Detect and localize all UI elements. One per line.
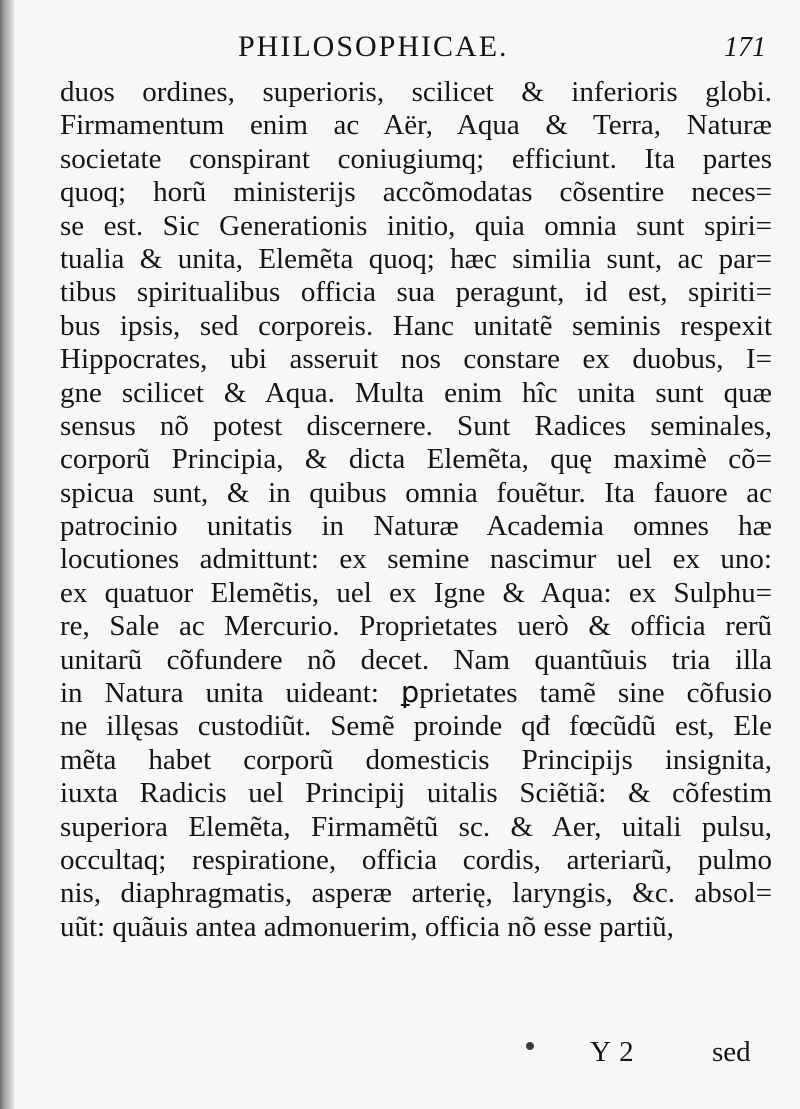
text-line: locutiones admittunt: ex semine nascimur uel ex uno: bbox=[60, 543, 772, 576]
text-line: patrocinio unitatis in Naturæ Academia omnes hæ bbox=[60, 510, 772, 543]
text-line: mẽta habet corporũ domesticis Principijs insignita, bbox=[60, 743, 772, 776]
ink-spot bbox=[526, 1042, 534, 1050]
text-line: superiora Elemẽta, Firmamẽtũ sc. & Aer, uitali pulsu, bbox=[60, 810, 772, 843]
text-line: iuxta Radicis uel Principij uitalis Sciẽtiã: & cõfestim bbox=[60, 777, 772, 810]
text-line: unitarũ cõfundere nõ decet. Nam quantũuis tria illa bbox=[60, 643, 772, 676]
text-line: Hippocrates, ubi asseruit nos constare ex duobus, I= bbox=[60, 343, 772, 376]
text-line: uũt: quãuis antea admonuerim, officia nõ esse partiũ, bbox=[60, 910, 674, 943]
page-footer bbox=[0, 1036, 800, 1080]
text-line: tualia & unita, Elemẽta quoq; hæc similia sunt, ac par= bbox=[60, 242, 772, 275]
running-head: PHILOSOPHICAE. bbox=[238, 30, 509, 63]
text-line: ne illęsas custodiũt. Semẽ proinde qđ fœcũdũ est, Ele bbox=[60, 710, 772, 743]
text-line: sensus nõ potest discernere. Sunt Radices seminales, bbox=[60, 409, 772, 442]
text-line: gne scilicet & Aqua. Multa enim hîc unita sunt quæ bbox=[60, 376, 772, 409]
text-line: ex quatuor Elemẽtis, uel ex Igne & Aqua: ex Sulphu= bbox=[60, 576, 772, 609]
text-line: re, Sale ac Mercurio. Proprietates uerò & officia rerũ bbox=[60, 610, 772, 643]
text-line: in Natura unita uideant: ꝑprietates tamẽ sine cõfusio bbox=[60, 677, 772, 710]
catchword: sed bbox=[712, 1036, 751, 1068]
text-line: tibus spiritualibus officia sua peragunt, id est, spiriti= bbox=[60, 276, 772, 309]
text-line: societate conspirant coniugiumq; efficiunt. Ita partes bbox=[60, 142, 772, 175]
body-text bbox=[60, 76, 772, 944]
page-header bbox=[0, 30, 800, 74]
page-gutter-shadow bbox=[0, 0, 14, 1109]
text-line: nis, diaphragmatis, asperæ arterię, laryngis, &c. absol= bbox=[60, 877, 772, 910]
text-line: occultaq; respiratione, officia cordis, arteriarũ, pulmo bbox=[60, 843, 772, 876]
text-line: quoq; horũ ministerijs accõmodatas cõsentire neces= bbox=[60, 176, 772, 209]
text-line: corporũ Principia, & dicta Elemẽta, quę maximè cõ= bbox=[60, 443, 772, 476]
page-number: 171 bbox=[724, 32, 766, 63]
text-line: duos ordines, superioris, scilicet & inferioris globi. bbox=[60, 76, 772, 108]
text-line: Firmamentum enim ac Aër, Aqua & Terra, Naturæ bbox=[60, 109, 772, 142]
text-line: bus ipsis, sed corporeis. Hanc unitatẽ seminis respexit bbox=[60, 309, 772, 342]
text-line: spicua sunt, & in quibus omnia fouẽtur. Ita fauore ac bbox=[60, 476, 772, 509]
signature-mark: Y 2 bbox=[590, 1036, 635, 1068]
text-line: se est. Sic Generationis initio, quia omnia sunt spiri= bbox=[60, 209, 772, 242]
